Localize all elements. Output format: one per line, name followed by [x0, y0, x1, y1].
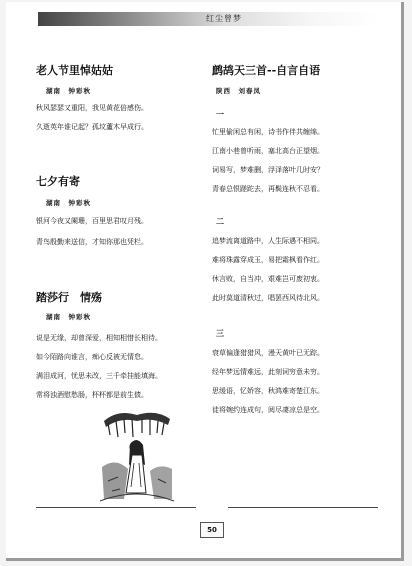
poem-line: 难将珠露穿成玉，易把霜枫看作红。	[212, 256, 324, 264]
poem-line: 江南小巷曾听雨，塞北高台正望烟。	[212, 147, 324, 155]
section-number: 一	[216, 109, 224, 119]
section-number: 三	[216, 328, 224, 338]
poem-line: 满泪成河，忧思未改，三千牵挂能填海。	[36, 372, 162, 380]
poem-line: 久逝英年谁记起？孤坟蘆木早成行。	[36, 123, 148, 131]
poem-line: 青鸟殷勤来送信，才知你那也凭栏。	[36, 238, 148, 246]
poem-line: 常将浊酒慰愁肠，杯杯都是前生债。	[36, 391, 148, 399]
poem-line: 衰草偏逢猎猎风，漫天黄叶已无踪。	[212, 349, 324, 357]
poem-line: 如今陌路向谁言，痴心反被无情怠。	[36, 353, 148, 361]
poem-author: 湖南 钟彩秋	[46, 313, 91, 321]
poem-line: 说是无缘，却曾深爱，相知相惜长相待。	[36, 334, 162, 342]
section-number: 二	[216, 216, 224, 226]
poem-line: 此时莫道清秋过，唱罢西风待北风。	[212, 294, 324, 302]
journal-title: 红尘曾梦	[206, 14, 242, 23]
poem-title: 七夕有寄	[36, 175, 80, 188]
poem-line: 词易写，梦难删，浮泽落叶几时安？	[212, 166, 324, 174]
document-page	[6, 2, 404, 561]
poem-line: 经年梦远情难远，此刻词穷意未穷。	[212, 368, 324, 376]
poem-author: 湖南 钟彩秋	[46, 87, 91, 95]
poem-line: 徒将婉约连成句，阅尽凄凉总是空。	[212, 406, 324, 414]
poem-line: 银河今夜又阑珊，百里思君叹月残。	[36, 217, 148, 225]
poem-author: 湖南 钟彩秋	[46, 199, 91, 207]
poem-author: 陕西 刘春凤	[216, 87, 261, 95]
footer-rule-left	[36, 507, 196, 508]
page-number: 50	[200, 522, 224, 538]
poem-title: 老人节里悼姑姑	[36, 64, 113, 77]
poem-line: 忙里偷闲总有闲，诗书作伴共缠绵。	[212, 128, 324, 136]
poem-line: 秋风瑟瑟又重阳，我见黄花倍感伤。	[36, 104, 148, 112]
poem-title: 鹧鸪天三首--自言自语	[212, 64, 321, 77]
girl-illustration	[98, 407, 176, 507]
poem-line: 青春总恨蹉跎去，再鬓连秋不忍看。	[212, 185, 324, 193]
poem-line: 思缓语，忆娇容，秋鸿难寄楚江东。	[212, 387, 324, 395]
poem-line: 追梦流离道路中，人生际遇不相同。	[212, 237, 324, 245]
footer-rule-right	[228, 507, 378, 508]
poem-title: 踏莎行 情殇	[36, 291, 102, 304]
poem-line: 休言败，自当冲，艰难岂可废初衷。	[212, 275, 324, 283]
